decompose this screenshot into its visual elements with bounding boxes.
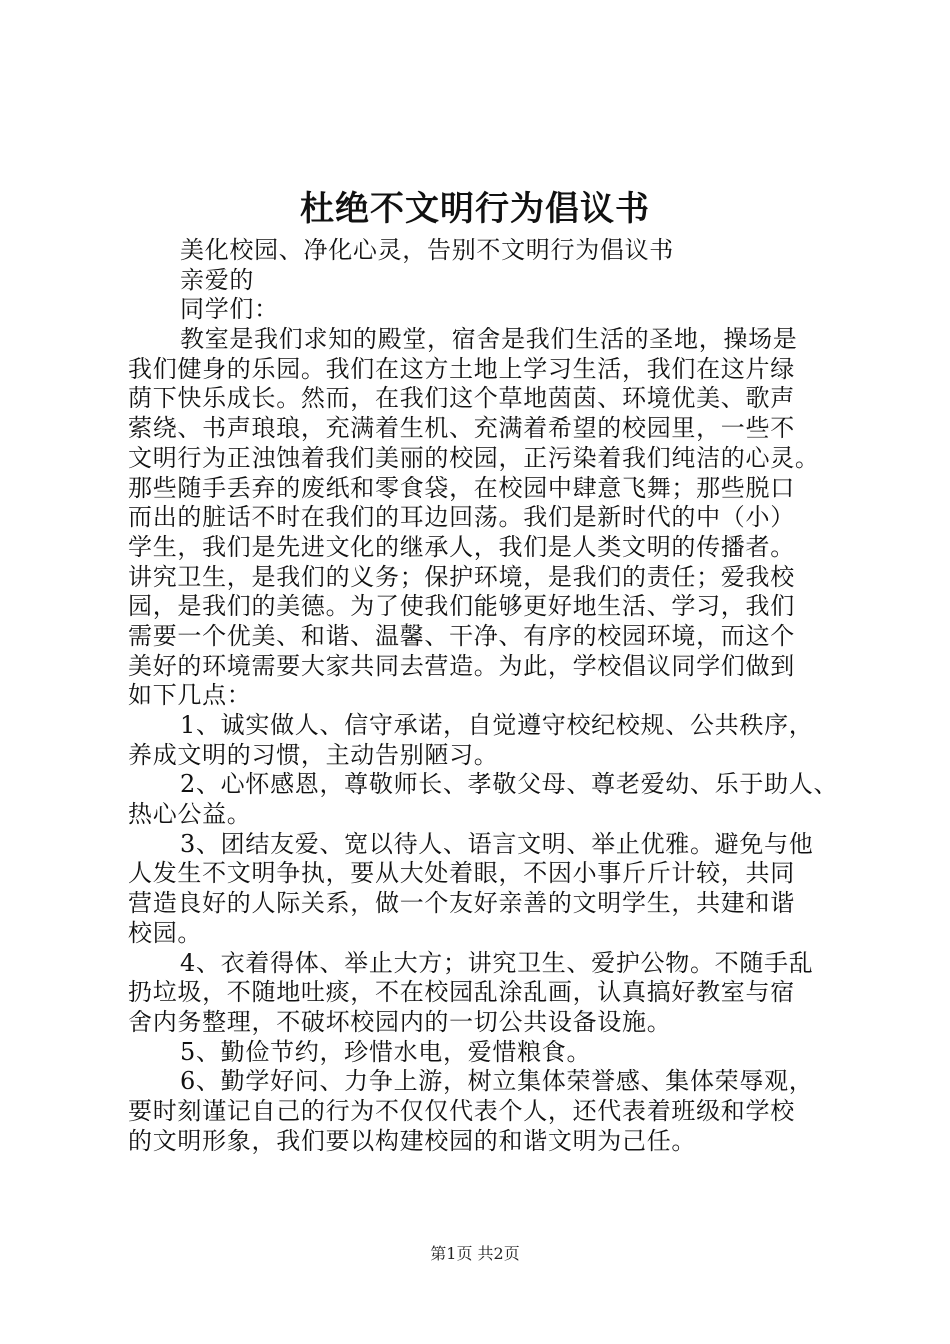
body-line: 美好的环境需要大家共同去营造。为此，学校倡议同学们做到 xyxy=(128,651,795,680)
body-line: 热心公益。 xyxy=(128,800,252,829)
body-line: 讲究卫生，是我们的义务；保护环境，是我们的责任；爱我校 xyxy=(128,562,795,591)
body-line: 学生，我们是先进文化的继承人，我们是人类文明的传播者。 xyxy=(128,532,795,561)
body-line: 要时刻谨记自己的行为不仅仅代表个人，还代表着班级和学校 xyxy=(128,1096,795,1125)
page-footer: 第1页 共2页 xyxy=(430,1244,520,1263)
body-line: 舍内务整理，不破坏校园内的一切公共设备设施。 xyxy=(128,1007,672,1036)
body-line: 需要一个优美、和谐、温馨、干净、有序的校园环境，而这个 xyxy=(128,621,795,650)
document-title: 杜绝不文明行为倡议书 xyxy=(300,189,650,229)
body-line: 1、诚实做人、信守承诺，自觉遵守校纪校规、公共秩序， xyxy=(180,711,814,739)
body-line: 的文明形象，我们要以构建校园的和谐文明为己任。 xyxy=(128,1126,697,1155)
body-line: 5、勤俭节约，珍惜水电，爱惜粮食。 xyxy=(180,1037,592,1066)
body-line: 2、心怀感恩，尊敬师长、孝敬父母、尊老爱幼、乐于助人、 xyxy=(180,770,839,799)
body-line: 6、勤学好问、力争上游，树立集体荣誉感、集体荣辱观， xyxy=(180,1067,814,1096)
body-line: 扔垃圾，不随地吐痰，不在校园乱涂乱画，认真搞好教室与宿 xyxy=(128,978,795,1007)
body-line: 营造良好的人际关系，做一个友好亲善的文明学生，共建和谐 xyxy=(128,889,795,918)
body-line: 美化校园、净化心灵，告别不文明行为倡议书 xyxy=(180,236,674,264)
body-line: 而出的脏话不时在我们的耳边回荡。我们是新时代的中（小） xyxy=(128,503,795,532)
body-line: 萦绕、书声琅琅，充满着生机、充满着希望的校园里，一些不 xyxy=(128,414,795,443)
body-line: 如下几点： xyxy=(128,681,252,710)
body-line: 文明行为正浊蚀着我们美丽的校园，正污染着我们纯洁的心灵。 xyxy=(128,443,820,472)
body-line: 教室是我们求知的殿堂，宿舍是我们生活的圣地，操场是 xyxy=(180,325,798,354)
body-line: 那些随手丢弃的废纸和零食袋，在校园中肆意飞舞；那些脱口 xyxy=(128,473,795,502)
body-line: 同学们： xyxy=(180,295,279,324)
body-line: 我们健身的乐园。我们在这方土地上学习生活，我们在这片绿 xyxy=(128,354,795,383)
body-line: 3、团结友爱、宽以待人、语言文明、举止优雅。避免与他 xyxy=(180,829,814,858)
body-line: 4、衣着得体、举止大方；讲究卫生、爱护公物。不随手乱 xyxy=(180,948,814,977)
document-body xyxy=(128,236,839,1156)
body-line: 养成文明的习惯，主动告别陋习。 xyxy=(128,740,499,769)
body-line: 亲爱的 xyxy=(180,265,255,294)
body-line: 校园。 xyxy=(128,918,203,947)
body-line: 荫下快乐成长。然而，在我们这个草地茵茵、环境优美、歌声 xyxy=(128,384,795,413)
body-line: 园，是我们的美德。为了使我们能够更好地生活、学习，我们 xyxy=(128,592,795,621)
body-line: 人发生不文明争执，要从大处着眼，不因小事斤斤计较，共同 xyxy=(128,859,795,888)
